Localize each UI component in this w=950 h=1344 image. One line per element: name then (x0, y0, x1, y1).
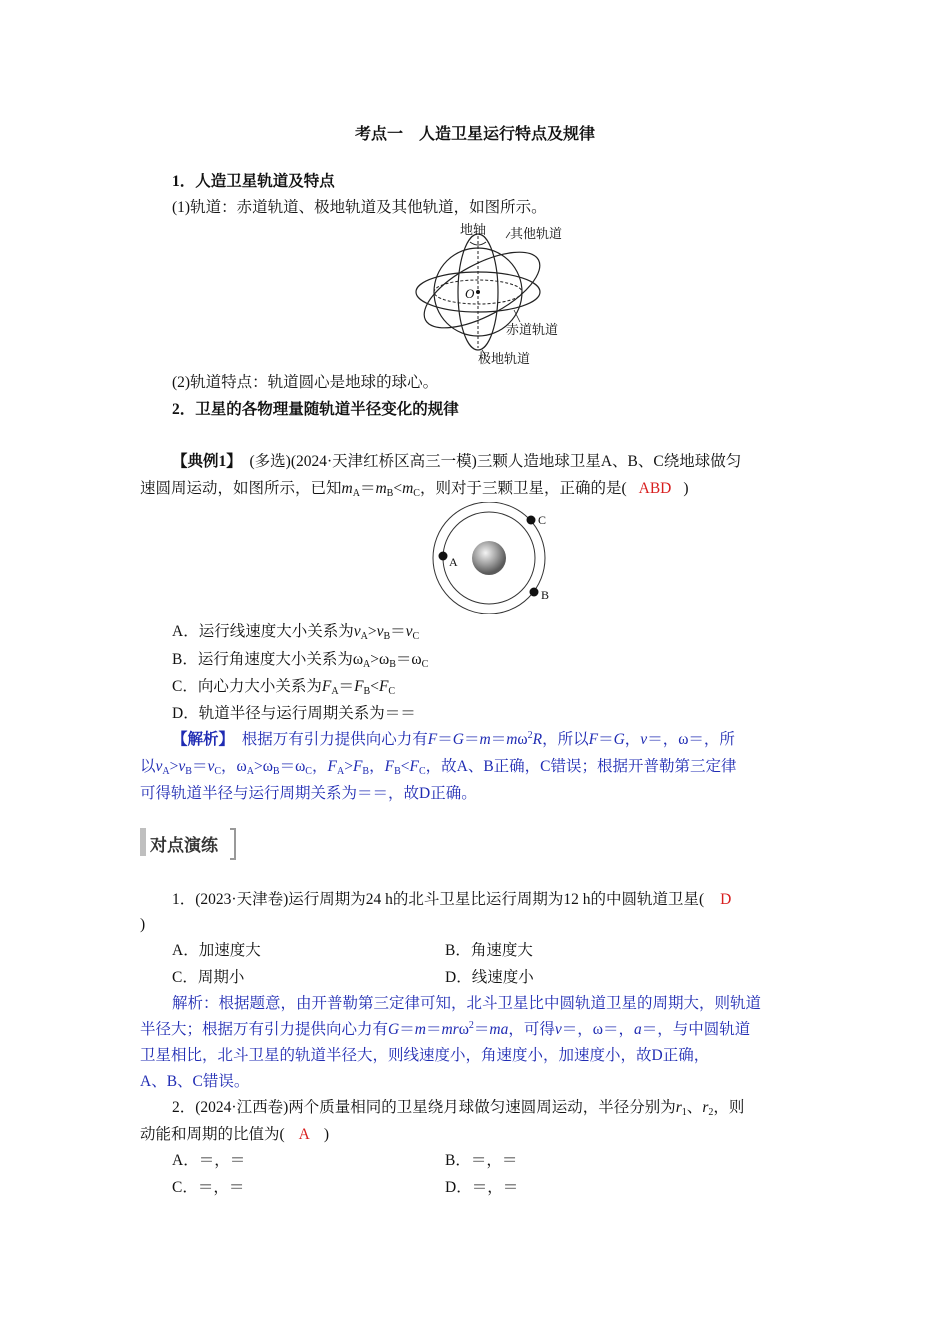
q1-stem (172, 890, 950, 910)
q1-solution-line3: 卫星相比，北斗卫星的轨道半径大，则线速度小，角速度小，加速度小，故D正确， (140, 1047, 710, 1064)
q2-option-b: B．＝，＝ (445, 1152, 518, 1169)
satellite-a (439, 552, 448, 561)
q2-stem-text2: 动能和周期的比值为( (140, 1126, 285, 1143)
example-option-c: C．向心力大小关系为$F_A=F_B<F_C$ (172, 678, 396, 697)
solution-text1d: ＝， (647, 731, 679, 748)
practice-label: 对点演练 (150, 836, 218, 855)
q2-stem-line2 (140, 1125, 950, 1145)
q2-option-c: C．＝，＝ (172, 1179, 245, 1196)
q2-stem-text1: 2．(2024·江西卷)两个质量相同的卫星绕月球做匀速圆周运动，半径分别为 (172, 1099, 676, 1116)
fig-center-label: O (465, 286, 475, 301)
q1-solution-line1: 解析：根据题意，由开普勒第三定律可知，北斗卫星比中圆轨道卫星的周期大，则轨道 (172, 995, 762, 1012)
example-option-b: B．运行角速度大小关系为$\omega_A>\omega_B=\omega_C$ (172, 651, 429, 670)
satellite-b (530, 588, 539, 597)
solution-text2b: ，故A、B正确，C错误；根据开普勒第三定律 (425, 758, 737, 775)
q1-option-a: A．加速度大 (172, 942, 261, 959)
example-stem-text2: 速圆周运动，如图所示，已知 (140, 480, 342, 497)
solution-text1: 根据万有引力提供向心力有 (226, 731, 428, 748)
fig-axis-label: 地轴 (460, 222, 487, 237)
solution-text1c: ， (624, 731, 641, 748)
satellite-a-label: A (449, 555, 458, 569)
example-stem-line2: 速圆周运动，如图所示，已知$m_A=m_B<m_C$，则对于三颗卫星，正确的是( ABD ) (140, 480, 689, 499)
option-c-text: C．向心力大小关系为 (172, 678, 322, 695)
q1-solution-text2a: 半径大；根据万有引力提供向心力有 (140, 1021, 389, 1038)
orbit-types-figure (410, 218, 580, 370)
q1-stem-text: 1．(2023·天津卷)运行周期为24 h的北斗卫星比运行周期为12 h的中圆轨道卫星( (172, 891, 705, 908)
example-solution-line2: 以$v_A>v_B=v_C$，$\omega_A>\omega_B=\omega_C$，$F_A>F_B$，$F_B<F_C$，故A、B正确，C错误；根据开普勒第三定律 (140, 758, 737, 777)
q1-option-c: C．周期小 (172, 969, 245, 986)
option-a-text: A．运行线速度大小关系为 (172, 623, 354, 640)
fig-polar-orbit-label: 极地轨道 (478, 351, 531, 366)
satellite-b-label: B (541, 588, 550, 602)
section1-heading: 1．人造卫星轨道及特点 (172, 173, 335, 190)
fig-equator-orbit-label: 赤道轨道 (506, 322, 559, 337)
page-title: 考点一 人造卫星运行特点及规律 (354, 126, 595, 143)
solution-text1b: ，所以 (542, 731, 589, 748)
q1-option-b: B．角速度大 (445, 942, 533, 959)
q1-solution-text2b: ，可得 (508, 1021, 555, 1038)
option-b-text: B．运行角速度大小关系为 (172, 651, 353, 668)
q1-answer: D (720, 891, 732, 908)
example-option-a: A．运行线速度大小关系为$v_A>v_B=v_C$ (172, 623, 420, 642)
q2-stem-text1b: ，则 (713, 1099, 745, 1116)
example-answer: ABD (638, 480, 672, 497)
section2-heading: 2．卫星的各物理量随轨道半径变化的规律 (172, 401, 459, 418)
example-option-d: D．轨道半径与运行周期关系为＝＝ (172, 705, 416, 722)
q2-close-paren: ) (323, 1126, 330, 1143)
q2-option-d: D．＝，＝ (445, 1179, 519, 1196)
example-tag: 【典例1】 (172, 453, 235, 470)
example-stem-text: (多选)(2024·天津红桥区高三一模)三颗人造地球卫星A、B、C绕地球做匀 (234, 453, 742, 470)
q1-close-paren: ) (140, 916, 146, 933)
solution-text2a: 以 (140, 758, 156, 775)
practice-badge (140, 828, 236, 856)
orbit-feature-text: (2)轨道特点：轨道圆心是地球的球心。 (172, 374, 439, 391)
example-stem-text3: ，则对于三颗卫星，正确的是( (419, 480, 627, 497)
fig-other-orbit-label: 其他轨道 (510, 226, 563, 241)
satellite-c-label: C (538, 513, 547, 527)
satellite-c (527, 516, 536, 525)
q1-solution-line4: A、B、C错误。 (140, 1073, 250, 1090)
solution-tag: 【解析】 (172, 731, 227, 748)
example-close-paren: ) (683, 480, 689, 497)
orbit-types-text: (1)轨道：赤道轨道、极地轨道及其他轨道，如图所示。 (172, 199, 547, 216)
q2-option-a: A．＝，＝ (172, 1152, 246, 1169)
example-solution-line3: 可得轨道半径与运行周期关系为＝＝，故D正确。 (140, 785, 477, 802)
example-stem-line1 (172, 452, 950, 472)
q1-option-d: D．线速度小 (445, 969, 534, 986)
q2-answer: A (298, 1126, 310, 1143)
q1-solution-line2: 半径大；根据万有引力提供向心力有G＝m＝mrω$^2$＝ma，可得v＝，ω＝，a＝，与中圆轨道 (140, 1020, 751, 1038)
q2-stem-line1: 2．(2024·江西卷)两个质量相同的卫星绕月球做匀速圆周运动，半径分别为$r_1$、$r_2$，则 (172, 1099, 745, 1118)
satellite-orbit-figure (428, 502, 558, 614)
example-solution-line1: 【解析】 根据万有引力提供向心力有$F=G=m=m\omega^2R$，所以F＝G，v＝，ω＝，所 (172, 730, 735, 748)
solution-text1e: ＝，所 (688, 731, 735, 748)
